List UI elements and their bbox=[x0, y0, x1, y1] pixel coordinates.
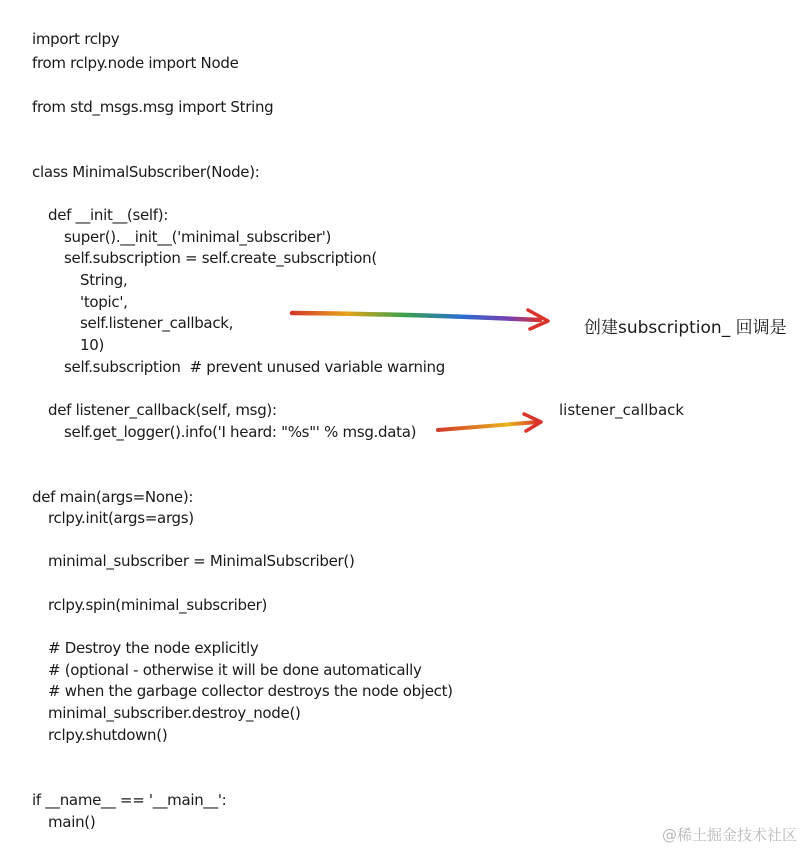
code-line: # Destroy the node explicitly bbox=[48, 639, 259, 657]
code-line: rclpy.init(args=args) bbox=[48, 509, 194, 527]
code-line: class MinimalSubscriber(Node): bbox=[32, 163, 260, 181]
subscription-annotation: 创建subscription_ 回调是 bbox=[584, 318, 787, 338]
code-line: from std_msgs.msg import String bbox=[32, 98, 274, 116]
code-line: minimal_subscriber.destroy_node() bbox=[48, 704, 301, 722]
code-line: def listener_callback(self, msg): bbox=[48, 401, 277, 419]
code-line: from rclpy.node import Node bbox=[32, 54, 239, 72]
code-line: 10) bbox=[80, 336, 105, 354]
code-line: def __init__(self): bbox=[48, 206, 169, 224]
lower-arrow-shaft bbox=[438, 422, 538, 430]
code-line: super().__init__('minimal_subscriber') bbox=[64, 228, 332, 246]
code-line: if __name__ == '__main__': bbox=[32, 791, 227, 809]
code-line: self.get_logger().info('I heard: "%s"' % msg.data) bbox=[64, 423, 417, 441]
watermark: @稀土掘金技术社区 bbox=[661, 826, 797, 844]
code-line: rclpy.shutdown() bbox=[48, 726, 168, 744]
code-line: self.subscription = self.create_subscription( bbox=[64, 249, 377, 267]
code-line: # when the garbage collector destroys the node object) bbox=[48, 682, 453, 700]
callback-annotation: listener_callback bbox=[559, 401, 685, 419]
code-line: self.subscription # prevent unused variable warning bbox=[64, 358, 445, 376]
code-line: main() bbox=[48, 813, 96, 831]
code-line: def main(args=None): bbox=[32, 488, 194, 506]
upper-arrow-shaft bbox=[292, 313, 540, 320]
code-line: rclpy.spin(minimal_subscriber) bbox=[48, 596, 268, 614]
code-line: # (optional - otherwise it will be done automatically bbox=[48, 661, 422, 679]
code-line: minimal_subscriber = MinimalSubscriber() bbox=[48, 552, 355, 570]
code-line: import rclpy bbox=[32, 30, 120, 48]
code-line: 'topic', bbox=[80, 293, 128, 311]
code-line: String, bbox=[80, 271, 128, 289]
code-line: self.listener_callback, bbox=[80, 314, 234, 332]
